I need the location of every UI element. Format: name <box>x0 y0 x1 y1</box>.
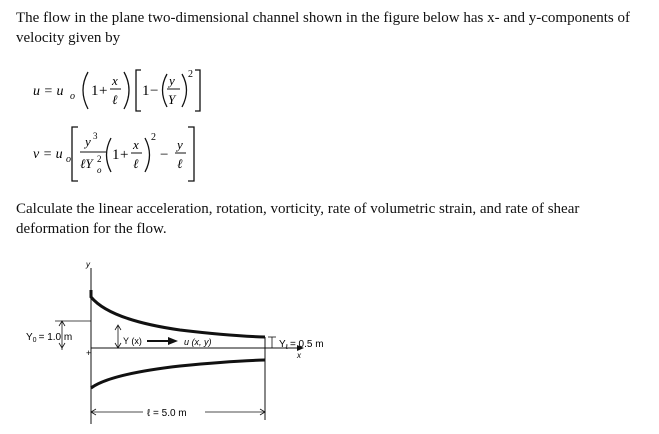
Y0-label: $Y_0 = 1.0$ m <box>26 332 73 344</box>
u-minus: − <box>150 83 159 99</box>
u-one-b: 1 <box>142 83 150 99</box>
v-y: y <box>177 137 183 152</box>
v-sub: o <box>66 154 71 165</box>
u-y: y <box>169 73 175 88</box>
u-Y: Y <box>168 92 176 107</box>
v-minus: − <box>160 147 169 163</box>
y-axis-label: y <box>86 260 90 269</box>
Yx-label: Y (x) <box>123 336 142 346</box>
u-ell: ℓ <box>112 92 118 107</box>
Yl-label: $Y_\ell = 0.5$ m <box>279 339 324 351</box>
v-y3-exp: 3 <box>93 131 98 141</box>
u-exp: 2 <box>188 69 193 80</box>
v-ell-b: ℓ <box>177 156 183 171</box>
u-plus: + <box>99 83 108 99</box>
u-one: 1 <box>91 83 99 99</box>
length-label: ℓ = 5.0 m <box>147 408 187 419</box>
problem-intro: The flow in the plane two-dimensional channel shown in the figure below has x- and y-components of velocity given by <box>16 10 631 46</box>
problem-question: Calculate the linear acceleration, rotation, vorticity, rate of volumetric strain, and rate of shear deformation for the flow. <box>16 201 580 237</box>
u-lhs: u = u <box>33 84 64 99</box>
u-x: x <box>112 73 118 88</box>
u-sub: o <box>70 91 75 102</box>
u-label: u (x, y) <box>184 337 212 347</box>
v-plus: + <box>120 147 129 163</box>
top-wall <box>91 290 265 337</box>
bottom-wall <box>91 360 265 388</box>
v-one: 1 <box>112 147 120 163</box>
v-ell: ℓ <box>133 156 139 171</box>
v-ellY-sub: o <box>97 165 102 175</box>
v-x: x <box>133 137 139 152</box>
origin-plus: + <box>86 348 92 358</box>
x-axis-label: x <box>297 351 301 360</box>
v-lhs: v = u <box>33 147 63 162</box>
v-exp: 2 <box>151 132 156 143</box>
v-y3: y <box>85 134 91 149</box>
v-ellY-exp: 2 <box>97 154 102 164</box>
v-ellY: ℓY <box>80 156 93 171</box>
